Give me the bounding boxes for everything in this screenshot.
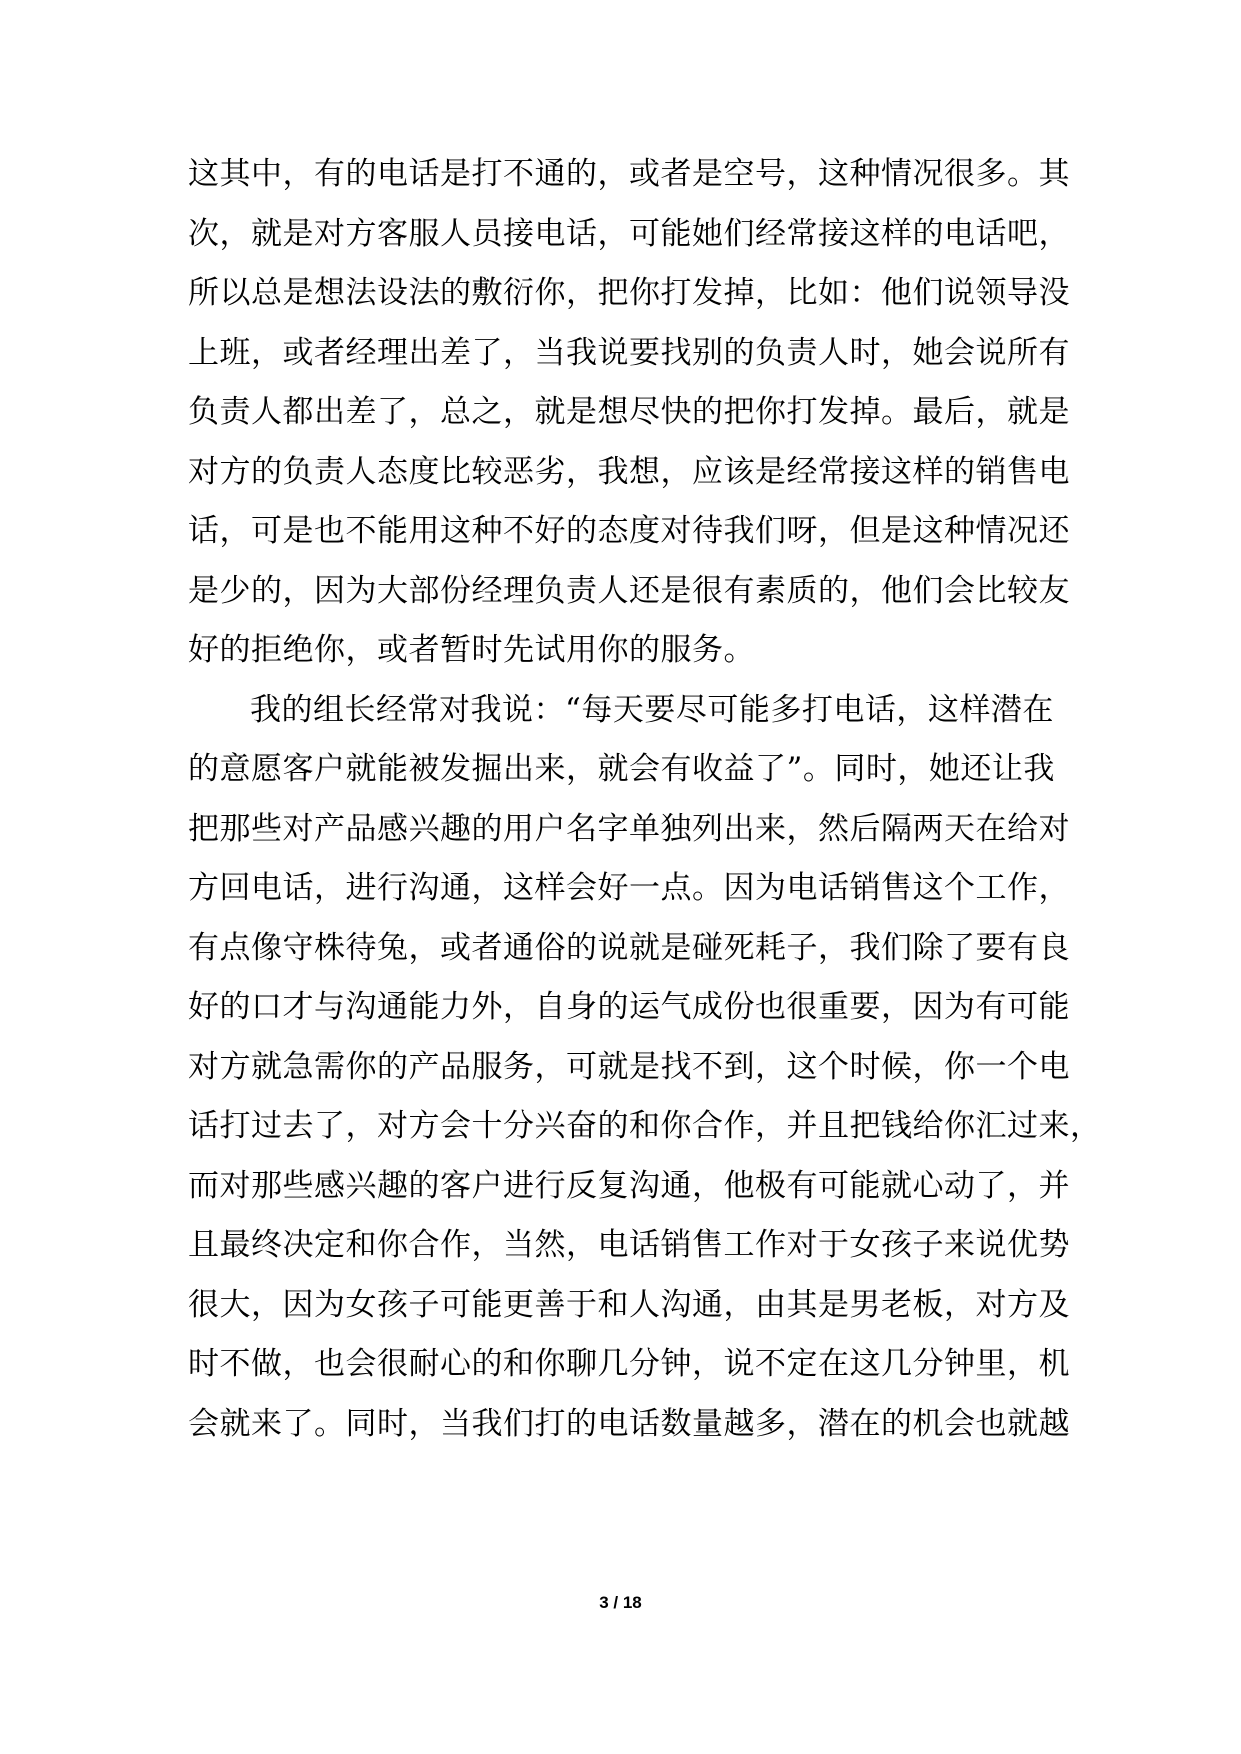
- text-line: 对方的负责人态度比较恶劣，我想，应该是经常接这样的销售电: [188, 454, 1070, 490]
- text-line: 而对那些感兴趣的客户进行反复沟通，他极有可能就心动了，并: [188, 1168, 1070, 1204]
- text-line: 话，可是也不能用这种不好的态度对待我们呀，但是这种情况还: [188, 513, 1070, 549]
- text-line: 负责人都出差了，总之，就是想尽快的把你打发掉。最后，就是: [188, 394, 1070, 430]
- text-line: 且最终决定和你合作，当然，电话销售工作对于女孩子来说优势: [188, 1227, 1070, 1263]
- text-line: 对方就急需你的产品服务，可就是找不到，这个时候，你一个电: [188, 1049, 1070, 1085]
- text-line: 所以总是想法设法的敷衍你，把你打发掉，比如：他们说领导没: [188, 275, 1070, 311]
- text-line: 有点像守株待兔，或者通俗的说就是碰死耗子，我们除了要有良: [188, 930, 1070, 966]
- paragraph-first-line: 我的组长经常对我说：“每天要尽可能多打电话，这样潜在: [250, 692, 1054, 728]
- text-line: 次，就是对方客服人员接电话，可能她们经常接这样的电话吧，: [188, 216, 1070, 252]
- text-line: 时不做，也会很耐心的和你聊几分钟，说不定在这几分钟里，机: [188, 1346, 1070, 1382]
- text-line: 的意愿客户就能被发掘出来，就会有收益了”。同时，她还让我: [188, 751, 1055, 787]
- text-line: 好的拒绝你，或者暂时先试用你的服务。: [188, 632, 755, 668]
- text-line: 话打过去了，对方会十分兴奋的和你合作，并且把钱给你汇过来，: [188, 1108, 1102, 1144]
- text-line: 上班，或者经理出差了，当我说要找别的负责人时，她会说所有: [188, 335, 1070, 371]
- text-line: 方回电话，进行沟通，这样会好一点。因为电话销售这个工作，: [188, 870, 1070, 906]
- text-line: 这其中，有的电话是打不通的，或者是空号，这种情况很多。其: [188, 156, 1070, 192]
- page-number: 3 / 18: [599, 1593, 642, 1612]
- text-line: 好的口才与沟通能力外，自身的运气成份也很重要，因为有可能: [188, 989, 1070, 1025]
- text-line: 会就来了。同时，当我们打的电话数量越多，潜在的机会也就越: [188, 1406, 1070, 1442]
- text-line: 很大，因为女孩子可能更善于和人沟通，由其是男老板，对方及: [188, 1287, 1070, 1323]
- text-line: 是少的，因为大部份经理负责人还是很有素质的，他们会比较友: [188, 573, 1070, 609]
- text-line: 把那些对产品感兴趣的用户名字单独列出来，然后隔两天在给对: [188, 811, 1070, 847]
